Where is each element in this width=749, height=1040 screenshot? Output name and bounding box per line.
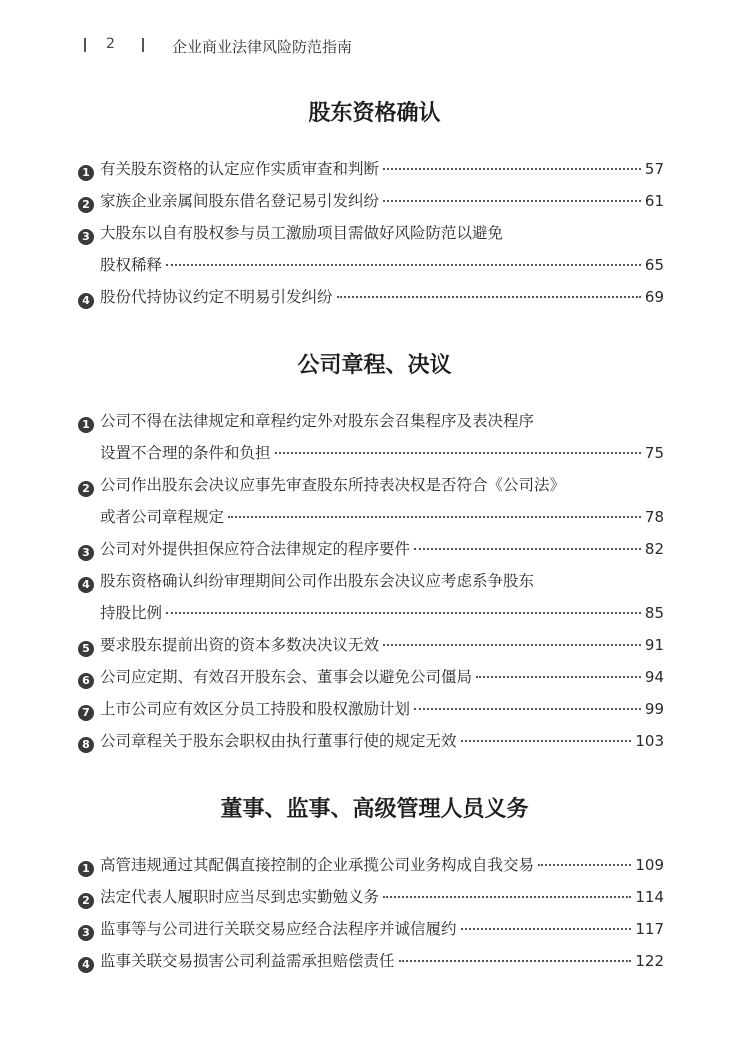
- entry-title: 监事关联交易损害公司利益需承担赔偿责任: [100, 952, 395, 970]
- dot-leader: [166, 602, 641, 614]
- section-title: 股东资格确认: [308, 100, 441, 126]
- entry-title: 法定代表人履职时应当尽到忠实勤勉义务: [100, 888, 380, 906]
- dot-leader: [337, 286, 641, 298]
- item-number-badge: 5: [78, 641, 94, 657]
- item-number-badge: 2: [78, 197, 94, 213]
- entry-title: 家族企业亲属间股东借名登记易引发纠纷: [100, 192, 380, 210]
- entry-title-cont: 持股比例: [100, 604, 163, 622]
- page-ref: 91: [644, 636, 664, 654]
- item-number-badge: 2: [78, 481, 94, 497]
- dot-leader: [383, 634, 641, 646]
- dot-leader: [461, 730, 632, 742]
- toc-entry[interactable]: [78, 538, 664, 560]
- dot-leader: [476, 666, 641, 678]
- page-ref: 69: [644, 288, 664, 306]
- item-number-badge: 4: [78, 577, 94, 593]
- toc-entry[interactable]: [78, 570, 664, 624]
- page-ref: 109: [635, 856, 664, 874]
- toc-entry[interactable]: [78, 950, 664, 972]
- dot-leader: [383, 190, 641, 202]
- entry-title: 公司不得在法律规定和章程约定外对股东会召集程序及表决程序: [100, 412, 535, 430]
- entry-title: 上市公司应有效区分员工持股和股权激励计划: [100, 700, 411, 718]
- book-title: 企业商业法律风险防范指南: [172, 38, 353, 56]
- page-ref: 117: [635, 920, 664, 938]
- dot-leader: [383, 158, 641, 170]
- entry-title-cont: 设置不合理的条件和负担: [100, 444, 271, 462]
- toc-entry[interactable]: [78, 222, 664, 276]
- page-ref: 82: [644, 540, 664, 558]
- page-ref: 103: [635, 732, 664, 750]
- toc-entry[interactable]: [78, 634, 664, 656]
- entry-title: 要求股东提前出资的资本多数决决议无效: [100, 636, 380, 654]
- page-ref: 78: [644, 508, 664, 526]
- entry-title: 股东资格确认纠纷审理期间公司作出股东会决议应考虑系争股东: [100, 572, 535, 590]
- toc-entry[interactable]: [78, 410, 664, 464]
- page-ref: 94: [644, 668, 664, 686]
- header-divider: [84, 38, 86, 52]
- dot-leader: [414, 538, 641, 550]
- item-number-badge: 1: [78, 417, 94, 433]
- dot-leader: [166, 254, 641, 266]
- toc-entry[interactable]: [78, 666, 664, 688]
- item-number-badge: 7: [78, 705, 94, 721]
- item-number-badge: 4: [78, 293, 94, 309]
- item-number-badge: 3: [78, 545, 94, 561]
- page-number: 2: [106, 36, 115, 52]
- toc-entry[interactable]: [78, 158, 664, 180]
- dot-leader: [383, 886, 631, 898]
- page-ref: 99: [644, 700, 664, 718]
- item-number-badge: 3: [78, 229, 94, 245]
- toc-entry[interactable]: [78, 854, 664, 876]
- toc-entry[interactable]: [78, 286, 664, 308]
- entry-title: 公司对外提供担保应符合法律规定的程序要件: [100, 540, 411, 558]
- toc-entry[interactable]: [78, 698, 664, 720]
- dot-leader: [228, 506, 641, 518]
- dot-leader: [399, 950, 632, 962]
- dot-leader: [414, 698, 641, 710]
- entry-title: 大股东以自有股权参与员工激励项目需做好风险防范以避免: [100, 224, 504, 242]
- item-number-badge: 8: [78, 737, 94, 753]
- toc-entry[interactable]: [78, 918, 664, 940]
- entry-title: 股份代持协议约定不明易引发纠纷: [100, 288, 333, 306]
- entry-title: 公司章程关于股东会职权由执行董事行使的规定无效: [100, 732, 457, 750]
- toc-entry[interactable]: [78, 730, 664, 752]
- item-number-badge: 6: [78, 673, 94, 689]
- entry-title-cont: 股权稀释: [100, 256, 163, 274]
- entry-title: 有关股东资格的认定应作实质审查和判断: [100, 160, 380, 178]
- dot-leader: [275, 442, 641, 454]
- dot-leader: [538, 854, 631, 866]
- item-number-badge: 1: [78, 861, 94, 877]
- page-ref: 114: [635, 888, 664, 906]
- page-ref: 65: [644, 256, 664, 274]
- item-number-badge: 4: [78, 957, 94, 973]
- entry-title: 高管违规通过其配偶直接控制的企业承揽公司业务构成自我交易: [100, 856, 535, 874]
- item-number-badge: 2: [78, 893, 94, 909]
- entry-title-cont: 或者公司章程规定: [100, 508, 225, 526]
- item-number-badge: 3: [78, 925, 94, 941]
- section-title: 公司章程、决议: [297, 352, 452, 378]
- toc-entry[interactable]: [78, 474, 664, 528]
- toc-entry[interactable]: [78, 886, 664, 908]
- item-number-badge: 1: [78, 165, 94, 181]
- dot-leader: [461, 918, 632, 930]
- entry-title: 公司应定期、有效召开股东会、董事会以避免公司僵局: [100, 668, 473, 686]
- page-ref: 75: [644, 444, 664, 462]
- page-ref: 61: [644, 192, 664, 210]
- page-ref: 122: [635, 952, 664, 970]
- header-divider: [142, 38, 144, 52]
- entry-title: 监事等与公司进行关联交易应经合法程序并诚信履约: [100, 920, 457, 938]
- section-title: 董事、监事、高级管理人员义务: [220, 796, 529, 822]
- toc-entry[interactable]: [78, 190, 664, 212]
- page-ref: 57: [644, 160, 664, 178]
- page-ref: 85: [644, 604, 664, 622]
- entry-title: 公司作出股东会决议应事先审查股东所持表决权是否符合《公司法》: [100, 476, 566, 494]
- page-header: [0, 0, 749, 70]
